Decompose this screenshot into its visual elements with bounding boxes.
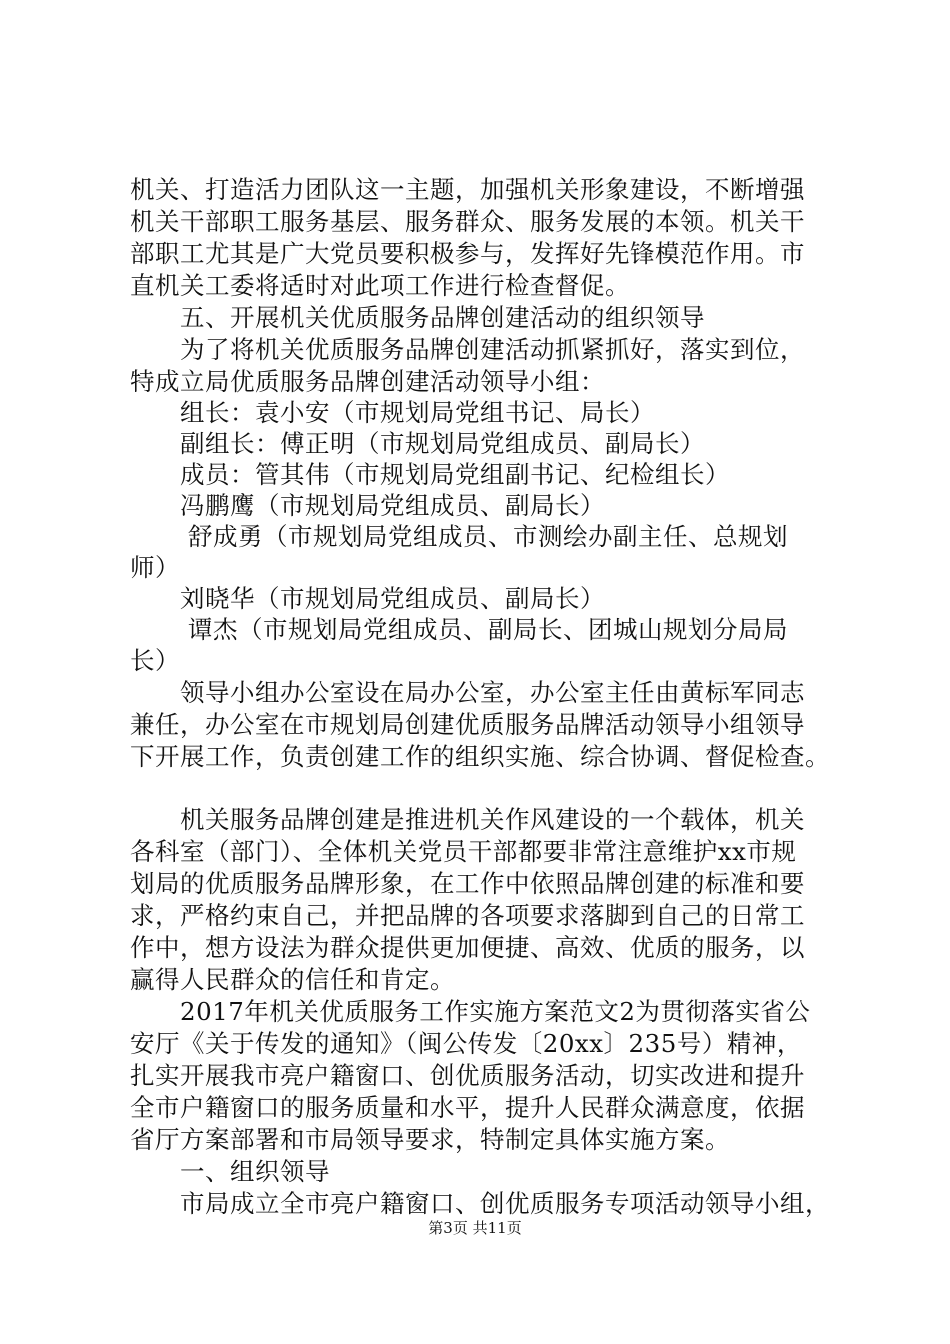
text-line: 市局成立全市亮户籍窗口、创优质服务专项活动领导小组， <box>180 1189 830 1218</box>
text-line: 机关、打造活力团队这一主题，加强机关形象建设，不断增强 <box>130 175 805 204</box>
section-heading: 五、开展机关优质服务品牌创建活动的组织领导 <box>180 303 705 332</box>
text-line: 省厅方案部署和市局领导要求，特制定具体实施方案。 <box>130 1125 730 1154</box>
text-line: 全市户籍窗口的服务质量和水平，提升人民群众满意度，依据 <box>130 1093 805 1122</box>
text-line: 部职工尤其是广大党员要积极参与，发挥好先锋模范作用。市 <box>130 239 805 268</box>
page-footer: 第3页 共11页 <box>428 1219 522 1237</box>
text-line: 安厅《关于传发的通知》（闽公传发〔20xx〕235号）精神， <box>130 1029 802 1058</box>
text-line: 舒成勇（市规划局党组成员、市测绘办副主任、总规划 <box>188 522 788 551</box>
text-line: 扎实开展我市亮户籍窗口、创优质服务活动，切实改进和提升 <box>130 1061 805 1090</box>
text-line: 各科室（部门）、全体机关党员干部都要非常注意维护xx市规 <box>130 837 797 866</box>
text-line: 赢得人民群众的信任和肯定。 <box>130 965 455 994</box>
text-line: 机关服务品牌创建是推进机关作风建设的一个载体，机关 <box>180 805 805 834</box>
text-line: 2017年机关优质服务工作实施方案范文2为贯彻落实省公 <box>180 997 811 1026</box>
text-line: 刘晓华（市规划局党组成员、副局长） <box>180 584 605 613</box>
text-line: 作中，想方设法为群众提供更加便捷、高效、优质的服务，以 <box>130 933 805 962</box>
text-line: 特成立局优质服务品牌创建活动领导小组： <box>130 367 605 396</box>
text-line: 成员：管其伟（市规划局党组副书记、纪检组长） <box>180 460 730 489</box>
text-line: 兼任，办公室在市规划局创建优质服务品牌活动领导小组领导 <box>130 710 805 739</box>
text-line: 划局的优质服务品牌形象，在工作中依照品牌创建的标准和要 <box>130 869 805 898</box>
text-line: 下开展工作，负责创建工作的组织实施、综合协调、督促检查。 <box>130 742 830 771</box>
text-line: 师） <box>130 553 180 582</box>
text-line: 长） <box>130 646 180 675</box>
text-line: 直机关工委将适时对此项工作进行检查督促。 <box>130 271 630 300</box>
text-line: 机关干部职工服务基层、服务群众、服务发展的本领。机关干 <box>130 207 805 236</box>
section-heading: 一、组织领导 <box>180 1157 330 1186</box>
text-line: 副组长：傅正明（市规划局党组成员、副局长） <box>180 429 705 458</box>
text-line: 为了将机关优质服务品牌创建活动抓紧抓好，落实到位， <box>180 335 805 364</box>
text-line: 谭杰（市规划局党组成员、副局长、团城山规划分局局 <box>188 615 788 644</box>
text-line: 组长：袁小安（市规划局党组书记、局长） <box>180 398 655 427</box>
text-line: 求，严格约束自己，并把品牌的各项要求落脚到自己的日常工 <box>130 901 805 930</box>
text-line: 领导小组办公室设在局办公室，办公室主任由黄标军同志 <box>180 678 805 707</box>
text-line: 冯鹏鹰（市规划局党组成员、副局长） <box>180 491 605 520</box>
